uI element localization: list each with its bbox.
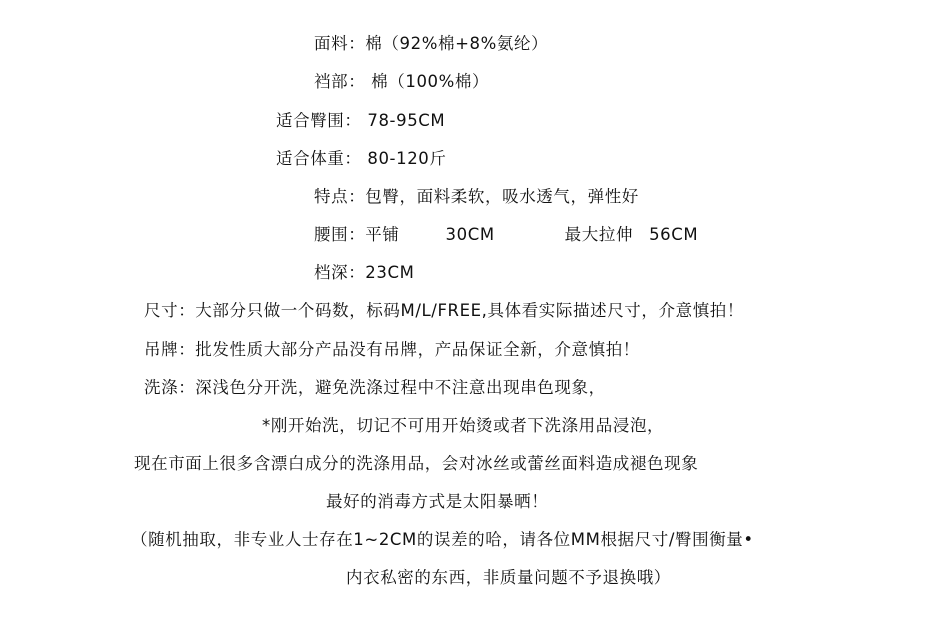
note-line-2: 内衣私密的东西，非质量问题不予退换哦）	[346, 568, 671, 587]
hip-line: 适合臀围： 78-95CM	[276, 111, 446, 130]
waist-max-value: 56CM	[649, 225, 699, 244]
features-line: 特点：包臀，面料柔软，吸水透气，弹性好	[314, 187, 639, 206]
waist-flat-value: 30CM	[445, 225, 495, 244]
wash-line: 洗涤：深浅色分开洗，避免洗涤过程中不注意出现串色现象，	[144, 378, 606, 397]
bleach-line: 现在市面上很多含漂白成分的洗涤用品，会对冰丝或蕾丝面料造成褪色现象	[134, 454, 699, 473]
sun-line: 最好的消毒方式是太阳暴晒！	[326, 492, 549, 511]
waist-max-label: 最大拉伸	[564, 225, 634, 244]
weight-line: 适合体重： 80-120斤	[276, 149, 447, 168]
wash-warning-line: *刚开始洗，切记不可用开始烫或者下洗涤用品浸泡，	[262, 416, 665, 435]
waist-line	[314, 224, 698, 246]
size-line: 尺寸：大部分只做一个码数，标码M/L/FREE,具体看实际描述尺寸，介意慎拍！	[144, 301, 744, 320]
fabric-line: 面料：棉（92%棉+8%氨纶）	[314, 34, 549, 53]
tag-line: 吊牌：批发性质大部分产品没有吊牌，产品保证全新，介意慎拍！	[144, 340, 640, 359]
note-line-1: （随机抽取，非专业人士存在1~2CM的误差的哈，请各位MM根据尺寸/臀围衡量•	[131, 530, 754, 549]
rise-line: 档深：23CM	[314, 263, 415, 282]
waist-label: 腰围：平铺	[314, 225, 400, 244]
crotch-line: 裆部： 棉（100%棉）	[314, 72, 490, 91]
